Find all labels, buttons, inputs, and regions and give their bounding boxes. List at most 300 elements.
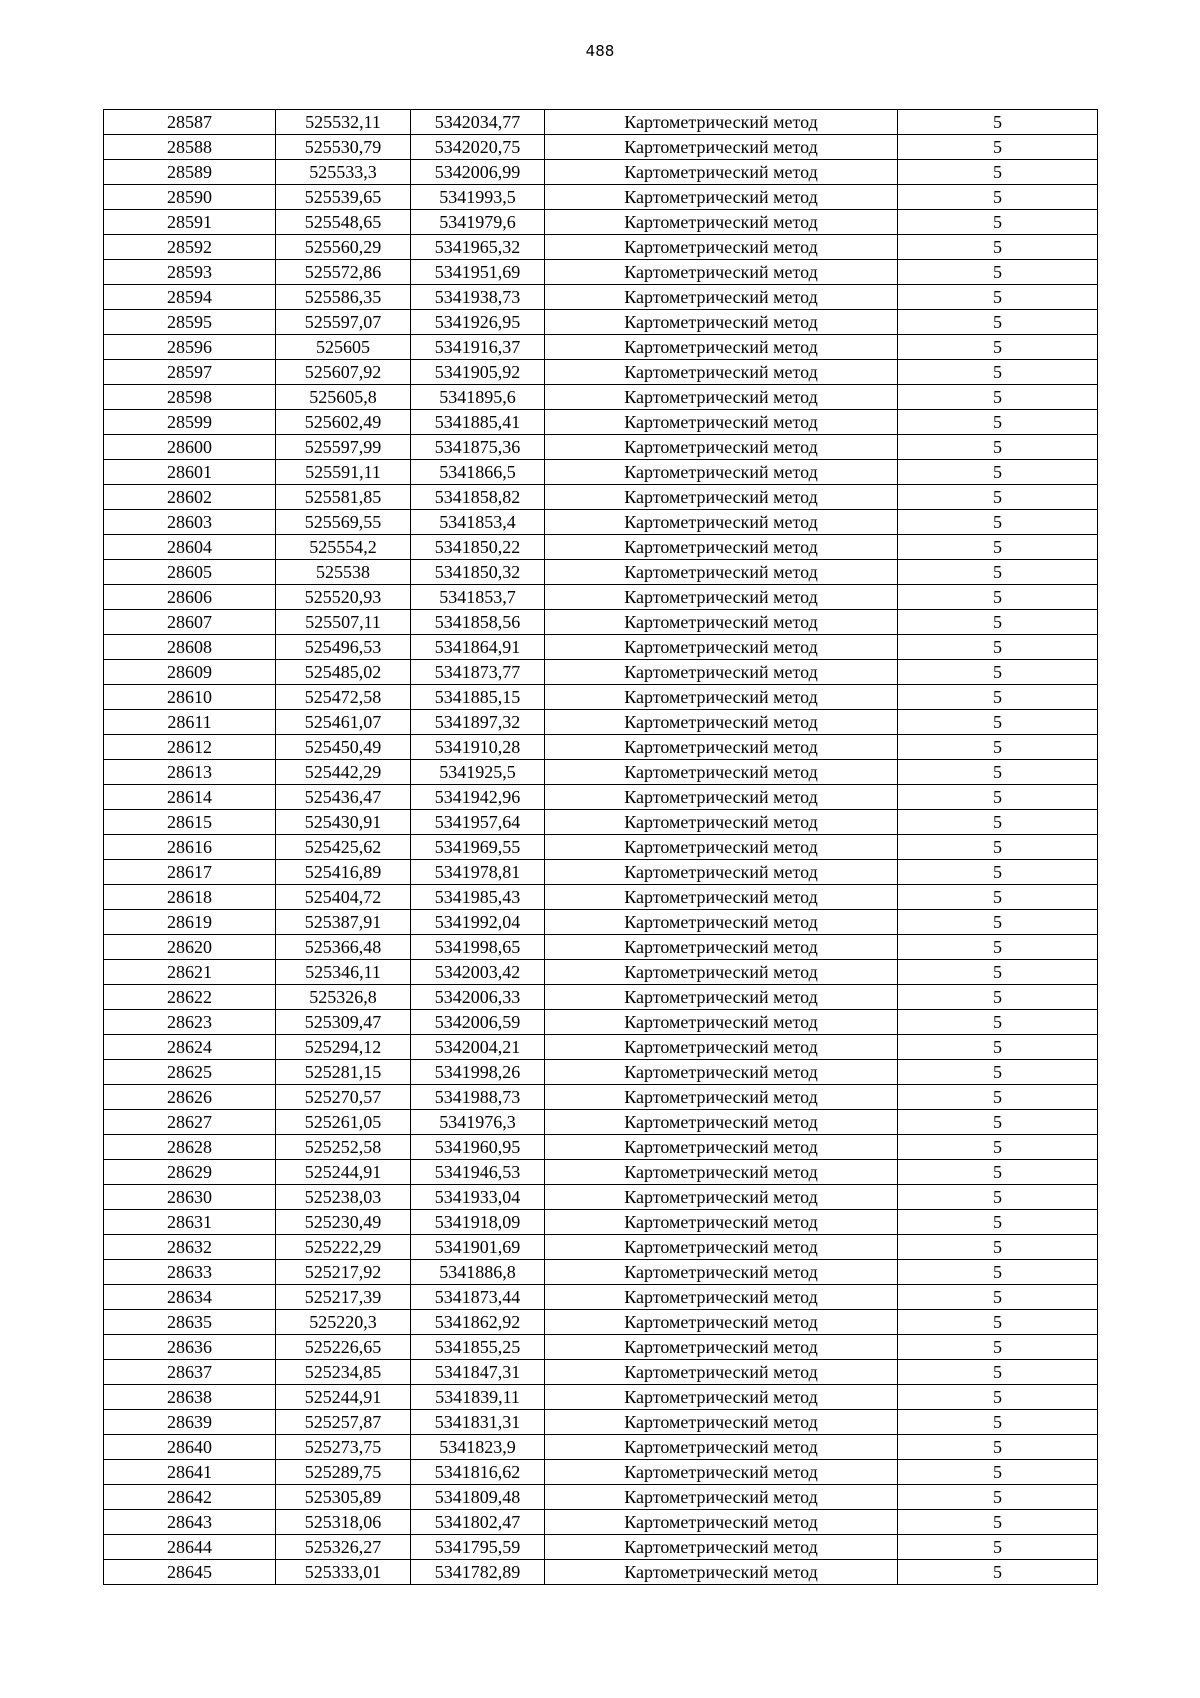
point-number-cell: 28619: [104, 910, 276, 935]
point-number-cell: 28596: [104, 335, 276, 360]
x-coordinate-cell: 525425,62: [276, 835, 411, 860]
y-coordinate-cell: 5341916,37: [411, 335, 545, 360]
point-number-cell: 28590: [104, 185, 276, 210]
table-row: [104, 560, 1098, 585]
x-coordinate-cell: 525289,75: [276, 1460, 411, 1485]
x-coordinate-cell: 525530,79: [276, 135, 411, 160]
point-number-cell: 28644: [104, 1535, 276, 1560]
method-cell: Картометрический метод: [545, 1360, 898, 1385]
y-coordinate-cell: 5341960,95: [411, 1135, 545, 1160]
point-number-cell: 28588: [104, 135, 276, 160]
table-row: [104, 385, 1098, 410]
y-coordinate-cell: 5341873,77: [411, 660, 545, 685]
x-coordinate-cell: 525560,29: [276, 235, 411, 260]
method-cell: Картометрический метод: [545, 1560, 898, 1585]
x-coordinate-cell: 525326,8: [276, 985, 411, 1010]
method-cell: Картометрический метод: [545, 1235, 898, 1260]
y-coordinate-cell: 5341886,8: [411, 1260, 545, 1285]
point-number-cell: 28635: [104, 1310, 276, 1335]
x-coordinate-cell: 525309,47: [276, 1010, 411, 1035]
page-number: 488: [585, 42, 615, 60]
x-coordinate-cell: 525217,39: [276, 1285, 411, 1310]
accuracy-cell: 5: [898, 1210, 1098, 1235]
y-coordinate-cell: 5341897,32: [411, 710, 545, 735]
point-number-cell: 28607: [104, 610, 276, 635]
y-coordinate-cell: 5342006,33: [411, 985, 545, 1010]
point-number-cell: 28624: [104, 1035, 276, 1060]
point-number-cell: 28633: [104, 1260, 276, 1285]
x-coordinate-cell: 525404,72: [276, 885, 411, 910]
accuracy-cell: 5: [898, 985, 1098, 1010]
y-coordinate-cell: 5341847,31: [411, 1360, 545, 1385]
table-row: [104, 960, 1098, 985]
point-number-cell: 28631: [104, 1210, 276, 1235]
accuracy-cell: 5: [898, 585, 1098, 610]
method-cell: Картометрический метод: [545, 885, 898, 910]
method-cell: Картометрический метод: [545, 1085, 898, 1110]
table-row: [104, 1085, 1098, 1110]
coordinates-table: [103, 109, 1098, 1585]
x-coordinate-cell: 525234,85: [276, 1360, 411, 1385]
method-cell: Картометрический метод: [545, 685, 898, 710]
accuracy-cell: 5: [898, 385, 1098, 410]
x-coordinate-cell: 525605: [276, 335, 411, 360]
point-number-cell: 28616: [104, 835, 276, 860]
point-number-cell: 28636: [104, 1335, 276, 1360]
point-number-cell: 28600: [104, 435, 276, 460]
table-row: [104, 1260, 1098, 1285]
x-coordinate-cell: 525222,29: [276, 1235, 411, 1260]
y-coordinate-cell: 5341885,41: [411, 410, 545, 435]
x-coordinate-cell: 525416,89: [276, 860, 411, 885]
table-row: [104, 660, 1098, 685]
point-number-cell: 28634: [104, 1285, 276, 1310]
table-row: [104, 1035, 1098, 1060]
method-cell: Картометрический метод: [545, 210, 898, 235]
point-number-cell: 28605: [104, 560, 276, 585]
point-number-cell: 28629: [104, 1160, 276, 1185]
accuracy-cell: 5: [898, 685, 1098, 710]
y-coordinate-cell: 5342003,42: [411, 960, 545, 985]
point-number-cell: 28614: [104, 785, 276, 810]
accuracy-cell: 5: [898, 785, 1098, 810]
x-coordinate-cell: 525294,12: [276, 1035, 411, 1060]
y-coordinate-cell: 5342004,21: [411, 1035, 545, 1060]
point-number-cell: 28599: [104, 410, 276, 435]
x-coordinate-cell: 525591,11: [276, 460, 411, 485]
point-number-cell: 28626: [104, 1085, 276, 1110]
y-coordinate-cell: 5341853,4: [411, 510, 545, 535]
y-coordinate-cell: 5341858,82: [411, 485, 545, 510]
y-coordinate-cell: 5341885,15: [411, 685, 545, 710]
point-number-cell: 28630: [104, 1185, 276, 1210]
accuracy-cell: 5: [898, 410, 1098, 435]
x-coordinate-cell: 525538: [276, 560, 411, 585]
x-coordinate-cell: 525572,86: [276, 260, 411, 285]
method-cell: Картометрический метод: [545, 860, 898, 885]
method-cell: Картометрический метод: [545, 310, 898, 335]
y-coordinate-cell: 5341988,73: [411, 1085, 545, 1110]
accuracy-cell: 5: [898, 285, 1098, 310]
method-cell: Картометрический метод: [545, 1510, 898, 1535]
method-cell: Картометрический метод: [545, 1460, 898, 1485]
point-number-cell: 28623: [104, 1010, 276, 1035]
method-cell: Картометрический метод: [545, 1060, 898, 1085]
accuracy-cell: 5: [898, 1535, 1098, 1560]
y-coordinate-cell: 5341978,81: [411, 860, 545, 885]
y-coordinate-cell: 5341926,95: [411, 310, 545, 335]
table-row: [104, 1160, 1098, 1185]
x-coordinate-cell: 525507,11: [276, 610, 411, 635]
method-cell: Картометрический метод: [545, 985, 898, 1010]
accuracy-cell: 5: [898, 110, 1098, 135]
table-row: [104, 135, 1098, 160]
accuracy-cell: 5: [898, 1060, 1098, 1085]
x-coordinate-cell: 525554,2: [276, 535, 411, 560]
x-coordinate-cell: 525605,8: [276, 385, 411, 410]
x-coordinate-cell: 525346,11: [276, 960, 411, 985]
accuracy-cell: 5: [898, 1385, 1098, 1410]
method-cell: Картометрический метод: [545, 1010, 898, 1035]
table-row: [104, 935, 1098, 960]
point-number-cell: 28592: [104, 235, 276, 260]
y-coordinate-cell: 5341839,11: [411, 1385, 545, 1410]
accuracy-cell: 5: [898, 960, 1098, 985]
method-cell: Картометрический метод: [545, 410, 898, 435]
point-number-cell: 28620: [104, 935, 276, 960]
y-coordinate-cell: 5341933,04: [411, 1185, 545, 1210]
accuracy-cell: 5: [898, 1185, 1098, 1210]
accuracy-cell: 5: [898, 1110, 1098, 1135]
y-coordinate-cell: 5341957,64: [411, 810, 545, 835]
x-coordinate-cell: 525602,49: [276, 410, 411, 435]
table-row: [104, 1110, 1098, 1135]
x-coordinate-cell: 525333,01: [276, 1560, 411, 1585]
x-coordinate-cell: 525442,29: [276, 760, 411, 785]
method-cell: Картометрический метод: [545, 1135, 898, 1160]
x-coordinate-cell: 525450,49: [276, 735, 411, 760]
point-number-cell: 28615: [104, 810, 276, 835]
accuracy-cell: 5: [898, 610, 1098, 635]
x-coordinate-cell: 525607,92: [276, 360, 411, 385]
table-row: [104, 210, 1098, 235]
table-row: [104, 535, 1098, 560]
method-cell: Картометрический метод: [545, 160, 898, 185]
y-coordinate-cell: 5341866,5: [411, 460, 545, 485]
method-cell: Картометрический метод: [545, 360, 898, 385]
point-number-cell: 28604: [104, 535, 276, 560]
method-cell: Картометрический метод: [545, 960, 898, 985]
table-row: [104, 1385, 1098, 1410]
y-coordinate-cell: 5341873,44: [411, 1285, 545, 1310]
point-number-cell: 28608: [104, 635, 276, 660]
y-coordinate-cell: 5342020,75: [411, 135, 545, 160]
point-number-cell: 28617: [104, 860, 276, 885]
table-row: [104, 685, 1098, 710]
point-number-cell: 28637: [104, 1360, 276, 1385]
accuracy-cell: 5: [898, 135, 1098, 160]
x-coordinate-cell: 525485,02: [276, 660, 411, 685]
accuracy-cell: 5: [898, 735, 1098, 760]
y-coordinate-cell: 5341942,96: [411, 785, 545, 810]
accuracy-cell: 5: [898, 635, 1098, 660]
method-cell: Картометрический метод: [545, 910, 898, 935]
accuracy-cell: 5: [898, 1235, 1098, 1260]
y-coordinate-cell: 5341938,73: [411, 285, 545, 310]
point-number-cell: 28643: [104, 1510, 276, 1535]
y-coordinate-cell: 5341901,69: [411, 1235, 545, 1260]
point-number-cell: 28642: [104, 1485, 276, 1510]
x-coordinate-cell: 525217,92: [276, 1260, 411, 1285]
table-row: [104, 985, 1098, 1010]
point-number-cell: 28612: [104, 735, 276, 760]
point-number-cell: 28595: [104, 310, 276, 335]
method-cell: Картометрический метод: [545, 1285, 898, 1310]
y-coordinate-cell: 5341998,26: [411, 1060, 545, 1085]
accuracy-cell: 5: [898, 1435, 1098, 1460]
table-row: [104, 285, 1098, 310]
y-coordinate-cell: 5341850,22: [411, 535, 545, 560]
accuracy-cell: 5: [898, 1410, 1098, 1435]
table-row: [104, 460, 1098, 485]
table-row: [104, 710, 1098, 735]
table-row: [104, 1310, 1098, 1335]
point-number-cell: 28621: [104, 960, 276, 985]
method-cell: Картометрический метод: [545, 1035, 898, 1060]
table-row: [104, 310, 1098, 335]
method-cell: Картометрический метод: [545, 1485, 898, 1510]
point-number-cell: 28603: [104, 510, 276, 535]
point-number-cell: 28628: [104, 1135, 276, 1160]
method-cell: Картометрический метод: [545, 1110, 898, 1135]
method-cell: Картометрический метод: [545, 760, 898, 785]
x-coordinate-cell: 525597,99: [276, 435, 411, 460]
y-coordinate-cell: 5341855,25: [411, 1335, 545, 1360]
y-coordinate-cell: 5341823,9: [411, 1435, 545, 1460]
y-coordinate-cell: 5341853,7: [411, 585, 545, 610]
y-coordinate-cell: 5341875,36: [411, 435, 545, 460]
table-row: [104, 110, 1098, 135]
accuracy-cell: 5: [898, 1360, 1098, 1385]
table-row: [104, 885, 1098, 910]
x-coordinate-cell: 525597,07: [276, 310, 411, 335]
point-number-cell: 28639: [104, 1410, 276, 1435]
coordinates-table-body: [104, 110, 1098, 1585]
point-number-cell: 28589: [104, 160, 276, 185]
x-coordinate-cell: 525581,85: [276, 485, 411, 510]
accuracy-cell: 5: [898, 660, 1098, 685]
x-coordinate-cell: 525548,65: [276, 210, 411, 235]
table-row: [104, 510, 1098, 535]
accuracy-cell: 5: [898, 1085, 1098, 1110]
method-cell: Картометрический метод: [545, 1185, 898, 1210]
method-cell: Картометрический метод: [545, 335, 898, 360]
y-coordinate-cell: 5341905,92: [411, 360, 545, 385]
accuracy-cell: 5: [898, 910, 1098, 935]
method-cell: Картометрический метод: [545, 435, 898, 460]
method-cell: Картометрический метод: [545, 660, 898, 685]
point-number-cell: 28618: [104, 885, 276, 910]
method-cell: Картометрический метод: [545, 1335, 898, 1360]
method-cell: Картометрический метод: [545, 285, 898, 310]
x-coordinate-cell: 525305,89: [276, 1485, 411, 1510]
accuracy-cell: 5: [898, 1335, 1098, 1360]
x-coordinate-cell: 525238,03: [276, 1185, 411, 1210]
accuracy-cell: 5: [898, 435, 1098, 460]
accuracy-cell: 5: [898, 1260, 1098, 1285]
point-number-cell: 28606: [104, 585, 276, 610]
accuracy-cell: 5: [898, 560, 1098, 585]
y-coordinate-cell: 5341831,31: [411, 1410, 545, 1435]
table-row: [104, 810, 1098, 835]
table-row: [104, 1360, 1098, 1385]
point-number-cell: 28587: [104, 110, 276, 135]
table-row: [104, 410, 1098, 435]
method-cell: Картометрический метод: [545, 1385, 898, 1410]
table-row: [104, 760, 1098, 785]
table-row: [104, 235, 1098, 260]
y-coordinate-cell: 5341992,04: [411, 910, 545, 935]
table-row: [104, 585, 1098, 610]
accuracy-cell: 5: [898, 1135, 1098, 1160]
point-number-cell: 28609: [104, 660, 276, 685]
accuracy-cell: 5: [898, 460, 1098, 485]
table-row: [104, 1535, 1098, 1560]
accuracy-cell: 5: [898, 1485, 1098, 1510]
point-number-cell: 28597: [104, 360, 276, 385]
point-number-cell: 28594: [104, 285, 276, 310]
table-row: [104, 1235, 1098, 1260]
y-coordinate-cell: 5341802,47: [411, 1510, 545, 1535]
y-coordinate-cell: 5341993,5: [411, 185, 545, 210]
table-row: [104, 1210, 1098, 1235]
table-row: [104, 1185, 1098, 1210]
x-coordinate-cell: 525586,35: [276, 285, 411, 310]
table-row: [104, 835, 1098, 860]
x-coordinate-cell: 525281,15: [276, 1060, 411, 1085]
y-coordinate-cell: 5341795,59: [411, 1535, 545, 1560]
table-row: [104, 1435, 1098, 1460]
table-row: [104, 360, 1098, 385]
method-cell: Картометрический метод: [545, 560, 898, 585]
y-coordinate-cell: 5341951,69: [411, 260, 545, 285]
table-row: [104, 1410, 1098, 1435]
x-coordinate-cell: 525387,91: [276, 910, 411, 935]
method-cell: Картометрический метод: [545, 635, 898, 660]
x-coordinate-cell: 525270,57: [276, 1085, 411, 1110]
method-cell: Картометрический метод: [545, 510, 898, 535]
y-coordinate-cell: 5341858,56: [411, 610, 545, 635]
y-coordinate-cell: 5341918,09: [411, 1210, 545, 1235]
table-row: [104, 1485, 1098, 1510]
x-coordinate-cell: 525569,55: [276, 510, 411, 535]
x-coordinate-cell: 525220,3: [276, 1310, 411, 1335]
y-coordinate-cell: 5341965,32: [411, 235, 545, 260]
x-coordinate-cell: 525244,91: [276, 1160, 411, 1185]
method-cell: Картометрический метод: [545, 785, 898, 810]
table-row: [104, 1010, 1098, 1035]
x-coordinate-cell: 525252,58: [276, 1135, 411, 1160]
y-coordinate-cell: 5341864,91: [411, 635, 545, 660]
method-cell: Картометрический метод: [545, 585, 898, 610]
y-coordinate-cell: 5341976,3: [411, 1110, 545, 1135]
table-row: [104, 1335, 1098, 1360]
y-coordinate-cell: 5342034,77: [411, 110, 545, 135]
method-cell: Картометрический метод: [545, 735, 898, 760]
y-coordinate-cell: 5342006,59: [411, 1010, 545, 1035]
accuracy-cell: 5: [898, 335, 1098, 360]
method-cell: Картометрический метод: [545, 535, 898, 560]
accuracy-cell: 5: [898, 1310, 1098, 1335]
point-number-cell: 28591: [104, 210, 276, 235]
point-number-cell: 28611: [104, 710, 276, 735]
accuracy-cell: 5: [898, 835, 1098, 860]
table-row: [104, 785, 1098, 810]
table-row: [104, 1460, 1098, 1485]
table-row: [104, 260, 1098, 285]
accuracy-cell: 5: [898, 1460, 1098, 1485]
method-cell: Картометрический метод: [545, 385, 898, 410]
accuracy-cell: 5: [898, 1035, 1098, 1060]
method-cell: Картометрический метод: [545, 110, 898, 135]
accuracy-cell: 5: [898, 185, 1098, 210]
method-cell: Картометрический метод: [545, 835, 898, 860]
x-coordinate-cell: 525230,49: [276, 1210, 411, 1235]
x-coordinate-cell: 525273,75: [276, 1435, 411, 1460]
y-coordinate-cell: 5341850,32: [411, 560, 545, 585]
x-coordinate-cell: 525436,47: [276, 785, 411, 810]
y-coordinate-cell: 5341816,62: [411, 1460, 545, 1485]
accuracy-cell: 5: [898, 260, 1098, 285]
point-number-cell: 28593: [104, 260, 276, 285]
accuracy-cell: 5: [898, 1010, 1098, 1035]
table-row: [104, 610, 1098, 635]
x-coordinate-cell: 525532,11: [276, 110, 411, 135]
table-row: [104, 160, 1098, 185]
method-cell: Картометрический метод: [545, 1410, 898, 1435]
x-coordinate-cell: 525257,87: [276, 1410, 411, 1435]
point-number-cell: 28627: [104, 1110, 276, 1135]
x-coordinate-cell: 525520,93: [276, 585, 411, 610]
table-row: [104, 1560, 1098, 1585]
method-cell: Картометрический метод: [545, 810, 898, 835]
point-number-cell: 28622: [104, 985, 276, 1010]
point-number-cell: 28638: [104, 1385, 276, 1410]
x-coordinate-cell: 525326,27: [276, 1535, 411, 1560]
point-number-cell: 28613: [104, 760, 276, 785]
table-row: [104, 335, 1098, 360]
method-cell: Картометрический метод: [545, 1260, 898, 1285]
point-number-cell: 28610: [104, 685, 276, 710]
accuracy-cell: 5: [898, 710, 1098, 735]
method-cell: Картометрический метод: [545, 260, 898, 285]
x-coordinate-cell: 525461,07: [276, 710, 411, 735]
table-row: [104, 485, 1098, 510]
accuracy-cell: 5: [898, 1160, 1098, 1185]
x-coordinate-cell: 525244,91: [276, 1385, 411, 1410]
method-cell: Картометрический метод: [545, 235, 898, 260]
table-row: [104, 1285, 1098, 1310]
method-cell: Картометрический метод: [545, 1435, 898, 1460]
accuracy-cell: 5: [898, 810, 1098, 835]
accuracy-cell: 5: [898, 860, 1098, 885]
table-row: [104, 435, 1098, 460]
y-coordinate-cell: 5341782,89: [411, 1560, 545, 1585]
y-coordinate-cell: 5341998,65: [411, 935, 545, 960]
accuracy-cell: 5: [898, 1285, 1098, 1310]
accuracy-cell: 5: [898, 885, 1098, 910]
table-row: [104, 910, 1098, 935]
